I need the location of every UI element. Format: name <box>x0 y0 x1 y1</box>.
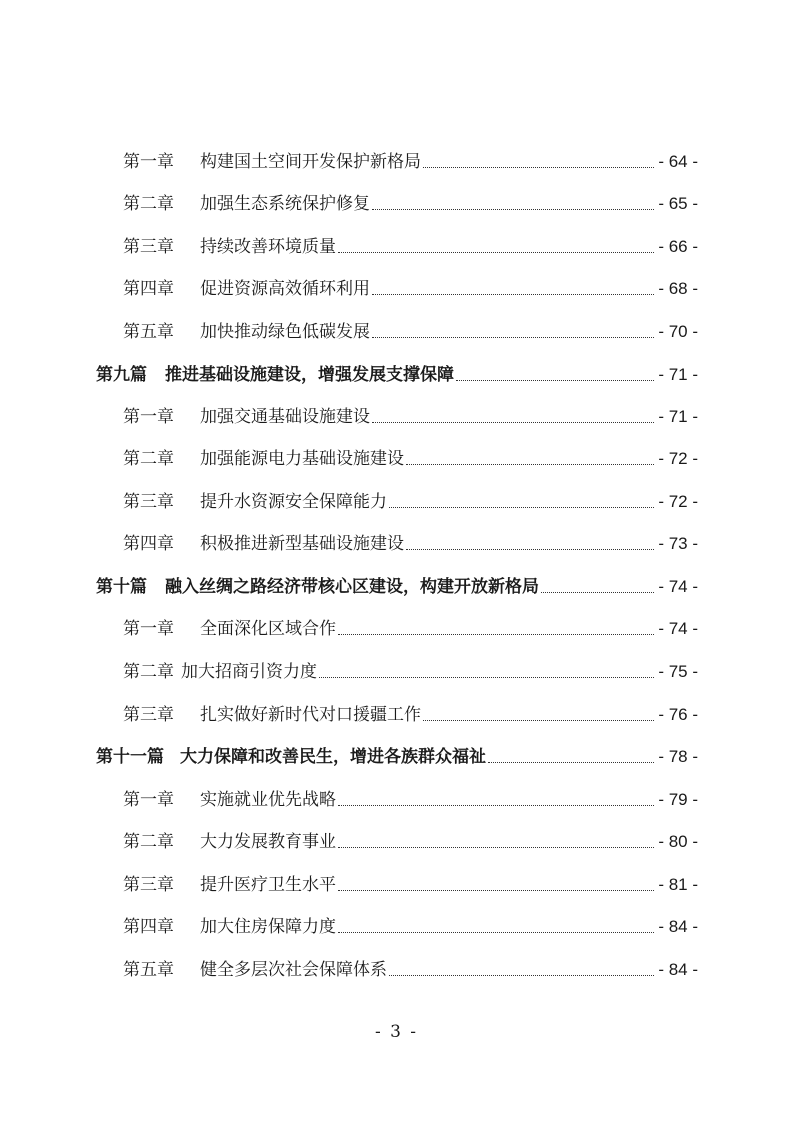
toc-entry-label: 第一章 <box>123 407 174 427</box>
toc-entry-label: 第三章 <box>123 705 174 725</box>
toc-entry-page: - 65 - <box>658 194 698 213</box>
toc-entry-page: - 79 - <box>658 790 698 809</box>
toc-part-entry[interactable] <box>0 738 793 768</box>
toc-entry[interactable] <box>0 185 793 215</box>
toc-entry-title: 持续改善环境质量 <box>200 237 336 257</box>
toc-entry-label: 第三章 <box>123 875 174 895</box>
dot-leader <box>338 845 654 848</box>
toc-entry-page: - 68 - <box>658 279 698 298</box>
toc-entry-title: 大力发展教育事业 <box>200 832 336 852</box>
toc-entry-page: - 72 - <box>658 449 698 468</box>
toc-entry-label: 第四章 <box>123 917 174 937</box>
toc-entry-label: 第三章 <box>123 237 174 257</box>
toc-entry-page: - 70 - <box>658 322 698 341</box>
toc-entry[interactable] <box>0 951 793 981</box>
dot-leader <box>338 632 654 635</box>
toc-entry-page: - 74 - <box>658 619 698 638</box>
toc-entry[interactable] <box>0 228 793 258</box>
dot-leader <box>541 590 654 593</box>
toc-entry-page: - 71 - <box>658 407 698 426</box>
toc-entry[interactable] <box>0 398 793 428</box>
toc-entry-title: 加大招商引资力度 <box>181 662 317 682</box>
toc-entry[interactable] <box>0 483 793 513</box>
dot-leader <box>423 718 654 721</box>
dot-leader <box>389 973 654 976</box>
toc-entry-label: 第二章 <box>123 449 174 469</box>
toc-entry[interactable] <box>0 313 793 343</box>
toc-entry-title: 加快推动绿色低碳发展 <box>200 322 370 342</box>
toc-entry-label: 第二章 <box>123 194 174 214</box>
toc-entry-title: 提升水资源安全保障能力 <box>200 492 387 512</box>
toc-entry-page: - 74 - <box>658 577 698 596</box>
toc-entry-page: - 64 - <box>658 152 698 171</box>
toc-entry[interactable] <box>0 653 793 683</box>
toc-entry[interactable] <box>0 908 793 938</box>
toc-entry[interactable] <box>0 143 793 173</box>
toc-entry-title: 加强交通基础设施建设 <box>200 407 370 427</box>
toc-entry-title: 健全多层次社会保障体系 <box>200 960 387 980</box>
toc-entry-label: 第三章 <box>123 492 174 512</box>
toc-entry-title: 加强生态系统保护修复 <box>200 194 370 214</box>
dot-leader <box>372 207 654 210</box>
dot-leader <box>389 505 654 508</box>
toc-entry-title: 全面深化区域合作 <box>200 619 336 639</box>
toc-part-title: 融入丝绸之路经济带核心区建设，构建开放新格局 <box>165 577 539 597</box>
dot-leader <box>338 888 654 891</box>
toc-part-label: 第十一篇 <box>96 747 164 767</box>
toc-entry[interactable] <box>0 610 793 640</box>
toc-entry-title: 扎实做好新时代对口援疆工作 <box>200 705 421 725</box>
toc-entry-page: - 84 - <box>658 960 698 979</box>
dot-leader <box>423 165 654 168</box>
toc-entry-label: 第二章 <box>123 662 174 682</box>
toc-entry[interactable] <box>0 866 793 896</box>
dot-leader <box>372 292 654 295</box>
dot-leader <box>338 930 654 933</box>
toc-entry-page: - 78 - <box>658 747 698 766</box>
toc-entry-title: 加强能源电力基础设施建设 <box>200 449 404 469</box>
toc-part-title: 推进基础设施建设，增强发展支撑保障 <box>165 365 454 385</box>
dot-leader <box>338 250 654 253</box>
toc-entry-page: - 76 - <box>658 705 698 724</box>
toc-part-label: 第九篇 <box>96 365 147 385</box>
dot-leader <box>338 803 654 806</box>
toc-entry[interactable] <box>0 696 793 726</box>
toc-entry-label: 第一章 <box>123 790 174 810</box>
toc-entry-page: - 80 - <box>658 832 698 851</box>
toc-entry[interactable] <box>0 270 793 300</box>
toc-entry-page: - 66 - <box>658 237 698 256</box>
toc-entry-page: - 72 - <box>658 492 698 511</box>
toc-entry-label: 第二章 <box>123 832 174 852</box>
toc-entry[interactable] <box>0 823 793 853</box>
toc-entry-title: 实施就业优先战略 <box>200 790 336 810</box>
dot-leader <box>488 760 654 763</box>
toc-entry[interactable] <box>0 525 793 555</box>
toc-entry-label: 第五章 <box>123 322 174 342</box>
toc-entry-title: 积极推进新型基础设施建设 <box>200 534 404 554</box>
page-number-footer: - 3 - <box>374 1022 419 1042</box>
toc-part-entry[interactable] <box>0 356 793 386</box>
dot-leader <box>319 675 654 678</box>
toc-entry-page: - 75 - <box>658 662 698 681</box>
toc-part-entry[interactable] <box>0 568 793 598</box>
dot-leader <box>406 547 654 550</box>
toc-entry-title: 促进资源高效循环利用 <box>200 279 370 299</box>
toc-entry-title: 提升医疗卫生水平 <box>200 875 336 895</box>
toc-entry-label: 第四章 <box>123 534 174 554</box>
dot-leader <box>406 462 654 465</box>
toc-entry-label: 第一章 <box>123 619 174 639</box>
toc-entry-page: - 81 - <box>658 875 698 894</box>
dot-leader <box>372 420 654 423</box>
toc-entry[interactable] <box>0 781 793 811</box>
dot-leader <box>372 335 654 338</box>
toc-part-label: 第十篇 <box>96 577 147 597</box>
toc-entry-page: - 84 - <box>658 917 698 936</box>
toc-entry-page: - 71 - <box>658 365 698 384</box>
toc-entry-title: 加大住房保障力度 <box>200 917 336 937</box>
toc-entry-label: 第一章 <box>123 152 174 172</box>
toc-entry-title: 构建国土空间开发保护新格局 <box>200 152 421 172</box>
toc-entry[interactable] <box>0 440 793 470</box>
toc-entry-label: 第四章 <box>123 279 174 299</box>
dot-leader <box>456 378 654 381</box>
toc-entry-page: - 73 - <box>658 534 698 553</box>
toc-entry-label: 第五章 <box>123 960 174 980</box>
toc-part-title: 大力保障和改善民生，增进各族群众福祉 <box>180 747 486 767</box>
